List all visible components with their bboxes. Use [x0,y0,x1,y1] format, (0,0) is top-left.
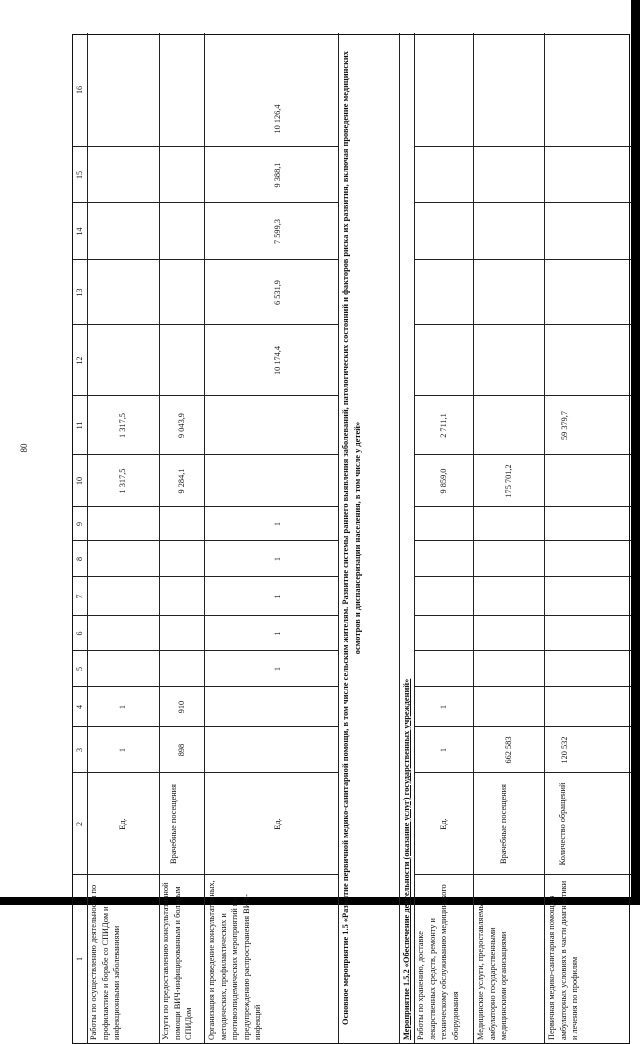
rule-col [73,772,338,773]
col-header-7: 7 [75,594,84,599]
rule-col [73,506,338,507]
row4-name: Работы по хранению, доставке лекарственных средств, ремонту и техническому обслуживанию медицинского оборудования [416,884,460,1040]
row6-col11: 59 379,7 [560,410,569,441]
row3-unit: Ед. [273,818,282,830]
rule-col [73,726,338,727]
rule-col [414,615,631,616]
row1-col11: 1 317,5 [118,413,127,438]
row2-name: Услуги по предоставлению консультативной помощи ВИЧ-инфицированным и больным СПИДом [161,882,194,1040]
row3-col13: 6 531,9 [273,280,282,305]
rule-col [73,576,338,577]
col-header-5: 5 [75,667,84,671]
col-header-6: 6 [75,631,84,636]
rule-col [73,615,338,616]
col-header-1: 1 [75,957,84,961]
rule-col [414,146,631,147]
col-header-4: 4 [75,705,84,709]
row3-col12: 10 174,4 [273,345,282,376]
row4-col10: 9 859,0 [439,468,448,494]
col-header-12: 12 [75,356,84,365]
row1-unit: Ед. [118,818,127,830]
row3-col9: 1 [273,521,282,527]
row5-col10: 175 701,2 [504,464,513,498]
rule-col [414,324,631,325]
page-number: 80 [19,443,29,453]
col-header-3: 3 [75,748,84,752]
rule-col [73,540,338,541]
row6-col3: 120 532 [560,736,569,764]
scan-edge-right [631,0,640,905]
budget-table [72,34,630,1044]
row2-col10: 9 284,1 [177,468,186,494]
row3-col14: 7 599,3 [273,219,282,244]
col-header-14: 14 [75,227,84,236]
rule-col [414,259,631,260]
row5-col3: 662 583 [504,736,513,764]
col-header-2: 2 [75,822,84,826]
row1-col4: 1 [118,704,127,710]
rule-col [414,540,631,541]
col-header-15: 15 [75,171,84,179]
rule-col [414,650,631,651]
col-header-8: 8 [75,557,84,561]
row3-col16: 10 126,4 [273,104,282,134]
rule-col [73,686,338,687]
row3-col7: 1 [273,594,282,599]
row2-col4: 910 [177,700,186,714]
row6-name: Первичная медико-санитарная помощь в амбулаторных условиях в части диагностики и лечения по профилям [547,880,580,1040]
rule-col [73,874,338,875]
col-header-11: 11 [75,421,84,430]
row4-unit: Ед. [439,818,448,830]
row6-unit: Количество обращений [558,782,567,866]
col-header-10: 10 [75,477,84,485]
row3-col15: 9 388,1 [273,162,282,188]
rule-row5 [544,33,545,1043]
rule-col [73,259,338,260]
row5-name: Медицинские услуги, предоставляемые амбулаторно государственными медицинскими организациями [476,899,509,1040]
row4-col11: 2 711,1 [439,413,448,438]
col-header-16: 16 [75,86,84,94]
col-header-9: 9 [75,522,84,526]
rule-col [73,202,338,203]
sub-event-heading: Мероприятие 1.5.2 «Обеспечение деятельности (оказание услуг) государственных учреждений» [402,678,411,1040]
col-header-13: 13 [75,288,84,297]
rule-row3 [338,33,339,1043]
rule-col [73,324,338,325]
rule-col [73,395,338,396]
rule-row2 [204,33,205,1043]
row2-unit: Врачебные посещения [169,784,178,864]
row5-unit: Врачебные посещения [499,784,508,864]
main-event-heading: Основное мероприятие 1.5 «Развитие первичной медико-санитарной помощи, в том числе сельским жителям. Развитие системы раннего выявления заболеваний, патологических состояний и факторов риска их развития, включая проведение медицинских осмотров и диспансеризации населения, в том числе у детей» [341,51,362,1025]
row1-col3: 1 [118,747,127,753]
rule-col [73,146,338,147]
rule-row4 [473,33,474,1043]
row4-col3: 1 [439,747,448,753]
rule-col [73,454,338,455]
rule-col [414,576,631,577]
row4-col4: 1 [439,704,448,710]
rule-col [414,202,631,203]
row1-name: Работы по осуществлению деятельности по профилактике и борьбе со СПИДом и инфекционными заболеваниями [89,884,122,1040]
rule-col [73,650,338,651]
row3-col5: 1 [273,666,282,672]
rotated-table-page [72,34,630,1044]
row2-col3: 898 [177,743,186,757]
row2-col11: 9 043,9 [177,413,186,438]
row3-col6: 1 [273,631,282,636]
row3-name: Организация и проведение консультативных, методических, профилактических и противоэпидемических мероприятий по предупреждению распространения ВИЧ-инфекций [207,880,263,1040]
row3-col8: 1 [273,556,282,562]
row1-col10: 1 317,5 [118,468,127,494]
